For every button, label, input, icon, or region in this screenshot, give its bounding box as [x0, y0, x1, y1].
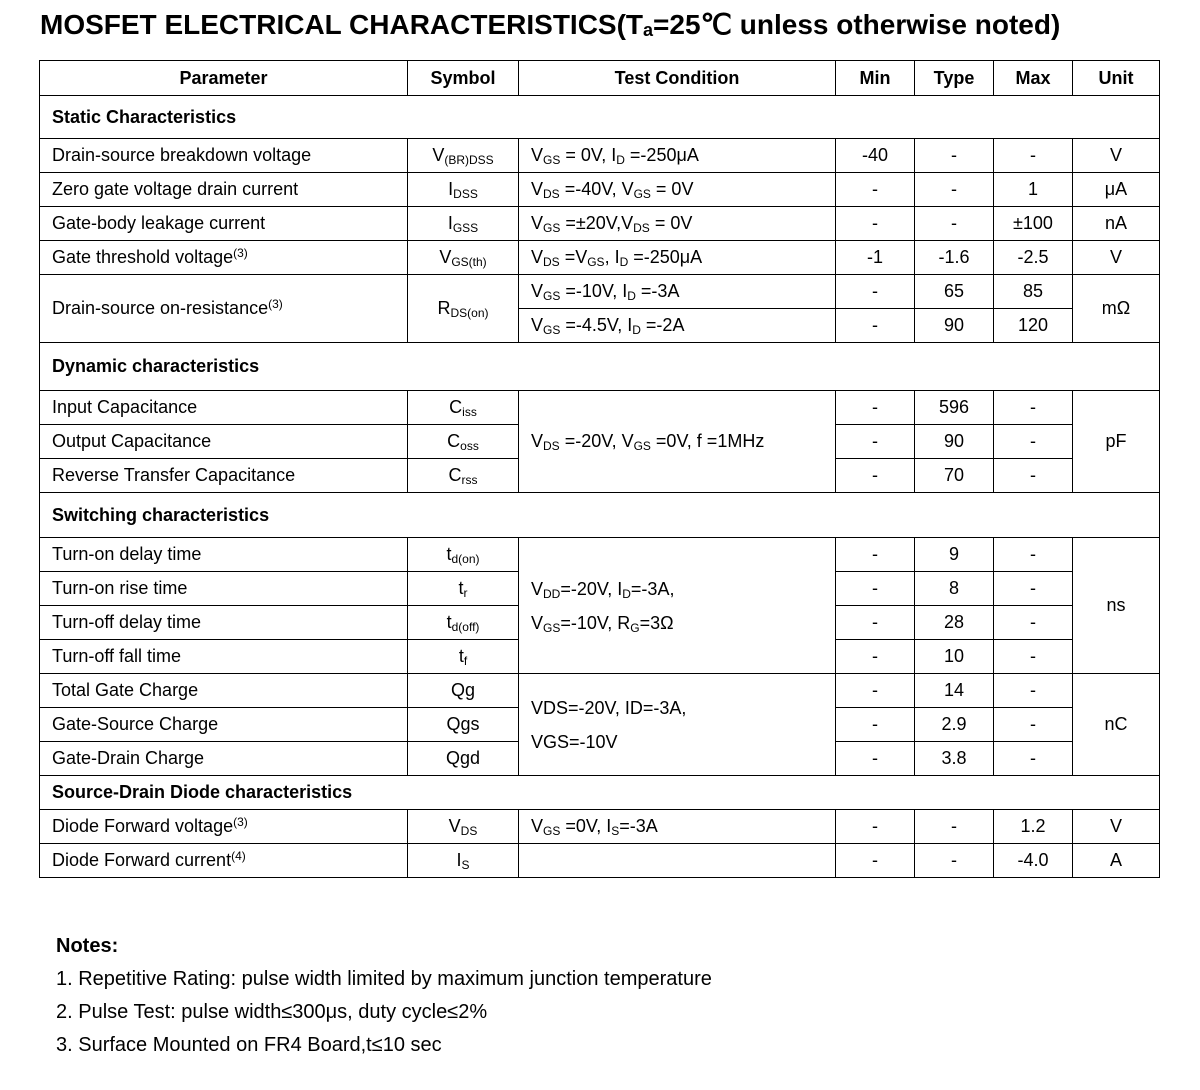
param-cell: Diode Forward voltage$^{(3)}$ — [40, 810, 408, 844]
symbol-cell: $I_S$ — [408, 844, 519, 878]
max-cell: - — [994, 139, 1073, 173]
symbol-cell: Qgs — [408, 708, 519, 742]
title-main: MOSFET ELECTRICAL CHARACTERISTICS(T — [40, 9, 644, 40]
typ-cell: - — [915, 173, 994, 207]
max-cell: - — [994, 459, 1073, 493]
min-cell: - — [836, 275, 915, 309]
note-item: 2. Pulse Test: pulse width≤300μs, duty cycle≤2% — [56, 1001, 488, 1023]
unit-cell: nC — [1073, 674, 1160, 776]
notes-section — [56, 930, 712, 1062]
notes-heading: Notes: — [56, 935, 119, 957]
min-cell: - — [836, 708, 915, 742]
header-min: Min — [836, 61, 915, 96]
document-title — [40, 8, 1060, 41]
typ-cell: 65 — [915, 275, 994, 309]
min-cell: - — [836, 309, 915, 343]
unit-cell: pF — [1073, 391, 1160, 493]
max-cell: - — [994, 742, 1073, 776]
header-parameter: Parameter — [40, 61, 408, 96]
condition-cell — [519, 844, 836, 878]
min-cell: - — [836, 606, 915, 640]
header-unit: Unit — [1073, 61, 1160, 96]
param-cell: Reverse Transfer Capacitance — [40, 459, 408, 493]
table-row — [40, 139, 1160, 173]
note-item: 1. Repetitive Rating: pulse width limited by maximum junction temperature — [56, 968, 712, 990]
condition-cell: $V_{GS} = 0V$, $I_D =-250\mu A$ — [519, 139, 836, 173]
condition-cell: VDS=-20V, ID=-3A, VGS=-10V — [519, 674, 836, 776]
symbol-cell: Qgd — [408, 742, 519, 776]
title-rest: =25℃ unless otherwise noted) — [653, 9, 1061, 40]
max-cell: - — [994, 572, 1073, 606]
max-cell: 85 — [994, 275, 1073, 309]
max-cell: - — [994, 640, 1073, 674]
symbol-cell: $t_{d(on)}$ — [408, 538, 519, 572]
min-cell: - — [836, 391, 915, 425]
param-cell: Turn-off delay time — [40, 606, 408, 640]
footnote-ref: (4) — [231, 849, 246, 863]
symbol-cell: $C_{iss}$ — [408, 391, 519, 425]
symbol-cell: $C_{rss}$ — [408, 459, 519, 493]
param-cell: Diode Forward current$^{(4)}$ — [40, 844, 408, 878]
typ-cell: 70 — [915, 459, 994, 493]
characteristics-table — [39, 60, 1160, 878]
section-row — [40, 343, 1160, 391]
condition-cell: $V_{GS} =\pm 20V,V_{DS} = 0V$ — [519, 207, 836, 241]
section-diode: Source-Drain Diode characteristics — [40, 776, 1160, 810]
condition-cell: $V_{GS} =-4.5V$, $I_D =-2A$ — [519, 309, 836, 343]
max-cell: - — [994, 425, 1073, 459]
param-cell: Turn-off fall time — [40, 640, 408, 674]
symbol-cell: $R_{DS(on)}$ — [408, 275, 519, 343]
symbol-cell: $t_r$ — [408, 572, 519, 606]
min-cell: - — [836, 173, 915, 207]
param-cell: Total Gate Charge — [40, 674, 408, 708]
unit-cell: A — [1073, 844, 1160, 878]
section-row — [40, 96, 1160, 139]
typ-cell: 90 — [915, 425, 994, 459]
unit-cell: nA — [1073, 207, 1160, 241]
min-cell: - — [836, 425, 915, 459]
section-switching: Switching characteristics — [40, 493, 1160, 538]
symbol-cell: $t_f$ — [408, 640, 519, 674]
title-subscript: a — [643, 20, 654, 40]
section-static: Static Characteristics — [40, 96, 1160, 139]
footnote-ref: (3) — [268, 297, 283, 311]
section-row — [40, 493, 1160, 538]
condition-cell: $V_{DS} =-40V$, $V_{GS} = 0V$ — [519, 173, 836, 207]
min-cell: - — [836, 459, 915, 493]
max-cell: 1.2 — [994, 810, 1073, 844]
table-row — [40, 207, 1160, 241]
section-row — [40, 776, 1160, 810]
max-cell: - — [994, 708, 1073, 742]
typ-cell: 8 — [915, 572, 994, 606]
typ-cell: 596 — [915, 391, 994, 425]
typ-cell: - — [915, 207, 994, 241]
unit-cell: μA — [1073, 173, 1160, 207]
condition-cell: $V_{DS} =V_{GS}$, $I_D =-250\mu A$ — [519, 241, 836, 275]
header-symbol: Symbol — [408, 61, 519, 96]
typ-cell: -1.6 — [915, 241, 994, 275]
min-cell: - — [836, 640, 915, 674]
param-cell: Gate-body leakage current — [40, 207, 408, 241]
param-cell: Drain-source on-resistance$^{(3)}$ — [40, 275, 408, 343]
max-cell: - — [994, 538, 1073, 572]
table-row — [40, 844, 1160, 878]
table-row — [40, 241, 1160, 275]
unit-cell: V — [1073, 241, 1160, 275]
symbol-cell: $V_{GS(th)}$ — [408, 241, 519, 275]
symbol-cell: $I_{DSS}$ — [408, 173, 519, 207]
header-max: Max — [994, 61, 1073, 96]
symbol-cell: $t_{d(off)}$ — [408, 606, 519, 640]
table-row — [40, 674, 1160, 708]
footnote-ref: (3) — [233, 246, 248, 260]
table-row — [40, 810, 1160, 844]
max-cell: -2.5 — [994, 241, 1073, 275]
typ-cell: 90 — [915, 309, 994, 343]
typ-cell: 14 — [915, 674, 994, 708]
param-cell: Gate-Source Charge — [40, 708, 408, 742]
max-cell: - — [994, 391, 1073, 425]
table-header-row — [40, 61, 1160, 96]
unit-cell: V — [1073, 810, 1160, 844]
table-row — [40, 538, 1160, 572]
min-cell: - — [836, 810, 915, 844]
param-cell: Zero gate voltage drain current — [40, 173, 408, 207]
symbol-cell: Qg — [408, 674, 519, 708]
typ-cell: - — [915, 139, 994, 173]
param-cell: Gate threshold voltage$^{(3)}$ — [40, 241, 408, 275]
max-cell: - — [994, 606, 1073, 640]
param-cell: Drain-source breakdown voltage — [40, 139, 408, 173]
min-cell: - — [836, 674, 915, 708]
section-dynamic: Dynamic characteristics — [40, 343, 1160, 391]
typ-cell: - — [915, 810, 994, 844]
table-row — [40, 173, 1160, 207]
min-cell: - — [836, 572, 915, 606]
max-cell: - — [994, 674, 1073, 708]
condition-cell: $V_{DD}=-20V$, $I_D=-3A$, $V_{GS}=-10V$, $R_G=3\Omega$ — [519, 538, 836, 674]
condition-cell: $V_{DS} =-20V$, $V_{GS} =0V$, f =1MHz — [519, 391, 836, 493]
param-cell: Turn-on delay time — [40, 538, 408, 572]
condition-cell: $V_{GS} =-10V$, $I_D =-3A$ — [519, 275, 836, 309]
max-cell: 1 — [994, 173, 1073, 207]
condition-cell: $V_{GS} =0V$, $I_S=-3A$ — [519, 810, 836, 844]
symbol-cell: $C_{oss}$ — [408, 425, 519, 459]
typ-cell: 9 — [915, 538, 994, 572]
symbol-cell: $I_{GSS}$ — [408, 207, 519, 241]
max-cell: ±100 — [994, 207, 1073, 241]
typ-cell: 3.8 — [915, 742, 994, 776]
typ-cell: 28 — [915, 606, 994, 640]
footnote-ref: (3) — [233, 815, 248, 829]
symbol-cell: $V_{DS}$ — [408, 810, 519, 844]
table-row — [40, 391, 1160, 425]
typ-cell: 2.9 — [915, 708, 994, 742]
min-cell: -1 — [836, 241, 915, 275]
unit-cell: mΩ — [1073, 275, 1160, 343]
param-cell: Turn-on rise time — [40, 572, 408, 606]
max-cell: 120 — [994, 309, 1073, 343]
typ-cell: 10 — [915, 640, 994, 674]
min-cell: - — [836, 844, 915, 878]
min-cell: -40 — [836, 139, 915, 173]
note-item: 3. Surface Mounted on FR4 Board,t≤10 sec — [56, 1034, 442, 1056]
unit-cell: V — [1073, 139, 1160, 173]
min-cell: - — [836, 538, 915, 572]
header-test-condition: Test Condition — [519, 61, 836, 96]
param-cell: Gate-Drain Charge — [40, 742, 408, 776]
typ-cell: - — [915, 844, 994, 878]
header-type: Type — [915, 61, 994, 96]
min-cell: - — [836, 207, 915, 241]
symbol-cell: $V_{(BR)DSS}$ — [408, 139, 519, 173]
unit-cell: ns — [1073, 538, 1160, 674]
param-cell: Input Capacitance — [40, 391, 408, 425]
min-cell: - — [836, 742, 915, 776]
table-row — [40, 275, 1160, 309]
param-cell: Output Capacitance — [40, 425, 408, 459]
max-cell: -4.0 — [994, 844, 1073, 878]
